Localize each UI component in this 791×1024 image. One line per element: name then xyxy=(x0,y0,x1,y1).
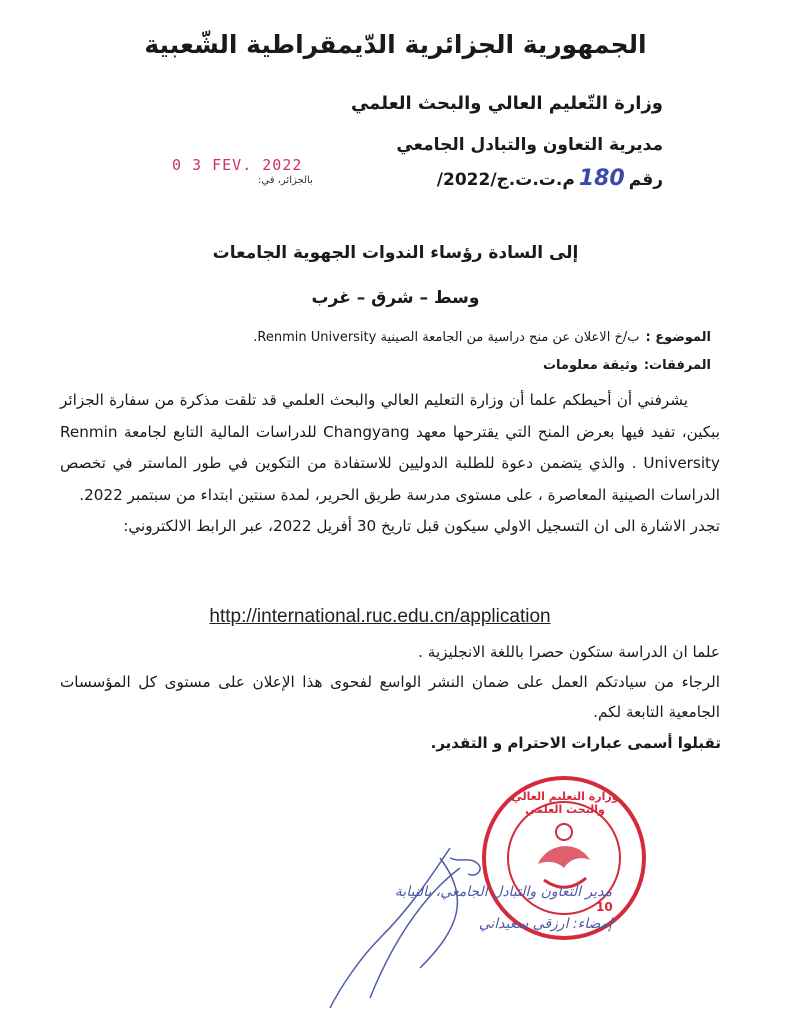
ministry-name: وزارة التّعليم العالي والبحث العلمي xyxy=(350,93,663,114)
seal-emblem xyxy=(538,846,590,868)
ref-suffix: /م.ت.ت.ج/2022 xyxy=(436,170,575,190)
letter-body xyxy=(60,385,720,543)
subject-line xyxy=(253,330,711,345)
signatory-title: مدير التعاون والتبادل الجامعي، بالنيابة xyxy=(394,884,612,900)
seal-top-text: وزارة التعليم العالي والبحث العلمي xyxy=(511,790,619,816)
seal-number: 10 xyxy=(596,900,613,914)
application-link-text[interactable]: http://international.ruc.edu.cn/application xyxy=(209,606,551,627)
subject-text: ب/خ الاعلان عن منح دراسية من الجامعة الصينية Renmin University. xyxy=(253,330,640,345)
ref-prefix: رقم xyxy=(628,170,663,190)
place-label: بالجزائر، في: xyxy=(258,175,313,186)
seal-star xyxy=(556,824,572,840)
signatory-name: إمضاء: ارزقي سعيداني xyxy=(478,916,612,932)
directorate-name: مديرية التعاون والتبادل الجامعي xyxy=(396,135,663,155)
application-link[interactable] xyxy=(0,606,760,628)
ref-number-handwritten: 180 xyxy=(578,166,625,191)
regions-line: وسط – شرق – غرب xyxy=(311,288,480,308)
paragraph-3: علما ان الدراسة ستكون حصرا باللغة الانجليزية . xyxy=(418,643,720,661)
paragraph-2: تجدر الاشارة الى ان التسجيل الاولي سيكون قبل تاريخ 30 أفريل 2022، عبر الرابط الالكتروني: xyxy=(123,517,720,536)
signatory-block xyxy=(352,876,612,940)
subject-label: الموضوع : xyxy=(645,330,711,345)
addressee-line: إلى السادة رؤساء الندوات الجهوية الجامعات xyxy=(212,243,579,263)
paragraph-4: الرجاء من سيادتكم العمل على ضمان النشر الواسع لفحوى هذا الإعلان على مستوى كل المؤسسات الجامعية التابعة لكم. xyxy=(60,673,720,721)
date-stamp: 0 3 FEV. 2022 xyxy=(172,156,303,174)
paragraph-1: يشرفني أن أحيطكم علما أن وزارة التعليم العالي والبحث العلمي قد تلقت مذكرة من سفارة الجزائر ببكين، تفيد فيها بعرض المنح التي يقترحها معهد Changyang للدراسات المالية التابع لجامعة Renmin University . والذي يتضمن دعوة للطلبة الدوليين للاستفادة من التكوين في طور الماستر في تخصص الدراسات الصينية المعاصرة ، على مستوى مدرسة طريق الحرير، لمدة سنتين ابتداء من سبتمبر 2022. xyxy=(60,391,720,504)
closing-formula: تقبلوا أسمى عبارات الاحترام و التقدير. xyxy=(430,734,721,752)
attachments-line xyxy=(543,358,711,373)
republic-title: الجمهورية الجزائرية الدّيمقراطية الشّعبية xyxy=(144,30,647,59)
letter-body-continued xyxy=(60,637,720,727)
attachments-text: وثيقة معلومات xyxy=(542,358,638,373)
attachments-label: المرفقات: xyxy=(643,358,711,373)
reference-number xyxy=(437,166,663,191)
